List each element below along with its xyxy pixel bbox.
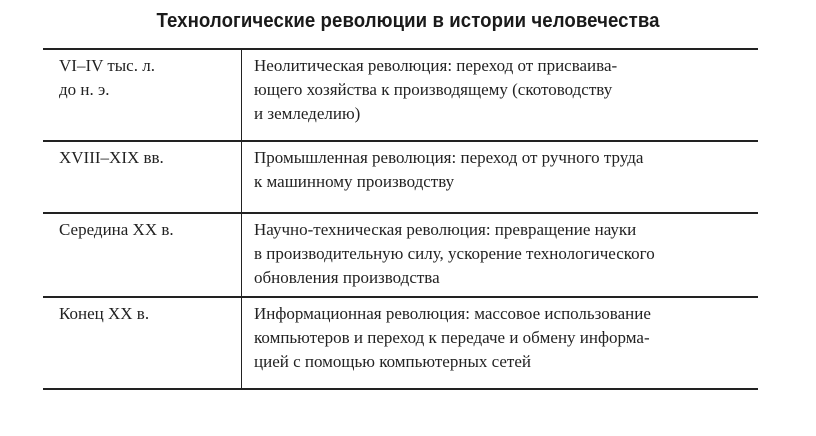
table-row — [43, 49, 758, 141]
description-cell — [242, 297, 759, 389]
table-title: Технологические революции в истории человечества — [156, 10, 660, 32]
description-line: Неолитическая революция: переход от присваива- — [254, 56, 618, 75]
description-line: и земледелию) — [254, 104, 361, 123]
period-cell — [43, 141, 242, 213]
period-cell — [43, 49, 242, 141]
description-line: ющего хозяйства к производящему (скотоводству — [254, 80, 613, 99]
table-row — [43, 297, 758, 389]
period-line: до н. э. — [59, 80, 110, 99]
description-line: к машинному производству — [254, 172, 455, 191]
table-row — [43, 213, 758, 297]
period-line: Конец XX в. — [59, 304, 150, 323]
table-row — [43, 141, 758, 213]
period-line: Середина XX в. — [59, 220, 174, 239]
description-line: цией с помощью компьютерных сетей — [254, 352, 531, 371]
description-line: в производительную силу, ускорение технологического — [254, 244, 655, 263]
period-line: VI–IV тыс. л. — [59, 56, 155, 75]
period-cell — [43, 213, 242, 297]
description-line: компьютеров и переход к передаче и обмену информа- — [254, 328, 650, 347]
description-cell — [242, 141, 759, 213]
period-line: XVIII–XIX вв. — [59, 148, 164, 167]
revolutions-table — [43, 48, 758, 390]
description-cell — [242, 213, 759, 297]
description-line: Промышленная революция: переход от ручного труда — [254, 148, 644, 167]
description-line: Научно-техническая революция: превращение науки — [254, 220, 637, 239]
period-cell — [43, 297, 242, 389]
description-line: Информационная революция: массовое использование — [254, 304, 651, 323]
description-line: обновления производства — [254, 268, 440, 287]
description-cell — [242, 49, 759, 141]
